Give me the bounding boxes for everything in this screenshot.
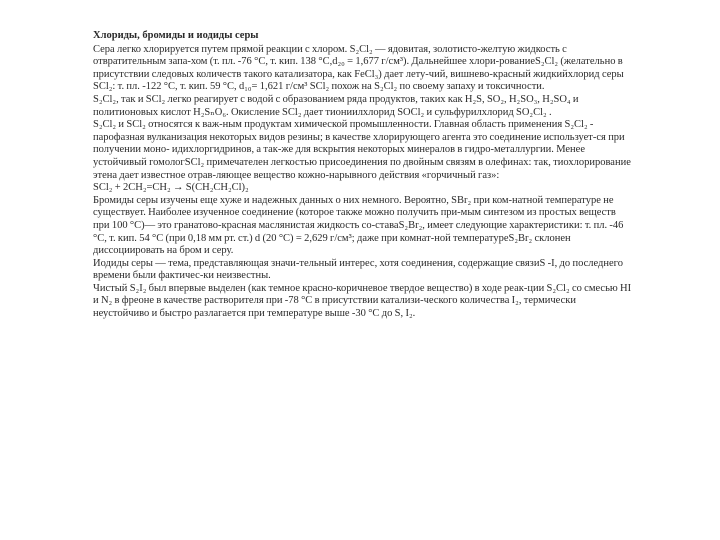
reaction-equation: SCl₂ + 2CH₂=CH₂ → S(CH₂CH₂Cl)₂: [93, 182, 249, 194]
document-title: Хлориды, бромиды и иодиды серы: [93, 30, 259, 41]
paragraph-iodides: Иодиды серы — тема, представляющая значи-тельный интерес, хотя соединения, содержащие связиS -I, до последнего времени были фактичес-ки неизвестны.: [93, 257, 623, 282]
paragraph-s2i2: Чистый S₂I₂ был впервые выделен (как темное красно-коричневое твердое вещество) в ходе реак-ции S₂Cl₂ со смесью HI и N₂ в фреоне в качестве растворителя при -78 °С в присутствии катализи-ческого количества I₂, термически неустойчиво и быстро разлагается при температуре выше -30 °С до S, I₂.: [93, 282, 632, 320]
paragraph-industrial-use: S₂Cl₂ и SCl₂ относятся к важ-ным продуктам химической промышленности. Главная область применения S₂Cl₂ - парофазная вулканизация некоторых видов резины; в качестве хлорирующего агента это соединение использует-ся при получении моно- идихлоргидринов, а так-же для вскрытия некоторых минералов в гидро-металлургии. Менее устойчивый гомологSCl₂ примечателен легкостью присоединения по двойным связям в олефинах: так, тиохлорирование этена дает известное отрав-ляющее вещество кожно-нарывного действия «горчичный газ»:: [93, 119, 631, 181]
paragraph-bromides: Бромиды серы изучены еще хуже и надежных данных о них немного. Вероятно, SBr₂ при ком-натной температуре не существует. Наиболее изученное соединение (которое также можно получить при-мым синтезом из простых веществ при 100 °С)— это гранатово-красная маслянистая жидкость со-ставаS₂Br₂, имеет следующие характеристики: т. пл. -46 °С, т. кип. 54 °С (при 0,18 мм рт. ст.) d (20 °С) = 2,629 г/см³; даже при комнат-ной температуреS₂Br₂ склонен диссоциировать на бром и серу.: [93, 194, 624, 257]
document-body: [93, 30, 633, 321]
paragraph-sulfur-chlorination: Сера легко хлорируется путем прямой реакции с хлором. S₂Cl₂ — ядовитая, золотисто-желтую жидкость с отвратительным запа-хом (т. пл. -76 °С, т. кип. 138 °С,d₂₀ = 1,677 г/см³). Дальнейшее хлори-рованиеS₂Cl₂ (желательно в присутствии следовых количеств такого катализатора, как FeCl₃) дает лету-чий, вишнево-красный жидкийхлорид серы SCl₂: т. пл. -122 °С, т. кип. 59 °С, d₁₀= 1,621 г/см³ SCl₂ похож на S₂Cl₂ по своему запаху и токсичности.: [93, 43, 624, 93]
paragraph-hydrolysis: S₂Cl₂, так и SCl₂ легко реагирует с водой с образованием ряда продуктов, таких как H₂S, SO₂, H₂SO₃, H₂SO₄ и политионовых кислот H₂SₙO₆. Окисление SCl₂ дает тиониилхлорид SOCl₂ и сульфурилхлорид SO₂Cl₂ .: [93, 93, 579, 118]
